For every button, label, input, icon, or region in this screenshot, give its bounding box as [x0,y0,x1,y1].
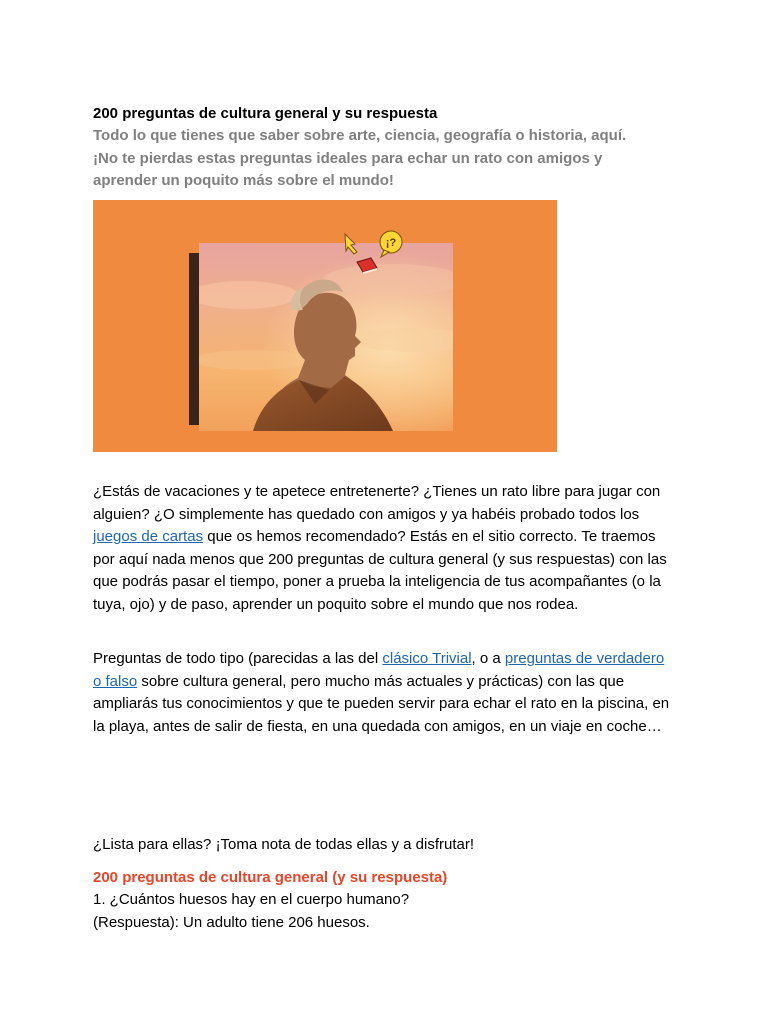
hero-illustration [93,200,557,452]
intro-line-2: ¡No te pierdas estas preguntas ideales para echar un rato con amigos y [93,149,603,167]
paragraph-2 [93,648,673,738]
question-text: 1. ¿Cuántos huesos hay en el cuerpo humano? [93,891,410,908]
paragraph-2-text-b: , o a [471,650,505,667]
paragraph-1-text-b: que os hemos recomendado? Estás en el sitio correcto. Te traemos por aquí nada menos que 200 preguntas de cultura general (y sus respuestas) con las que podrás pasar el tiempo, poner a prueba la inteligencia de tus acompañantes (o la tuya, ojo) y de paso, aprender un poquito sobre el mundo que nos rodea. [93,528,667,613]
intro-line-3: aprender un poquito más sobre el mundo! [93,172,394,189]
answer-text: (Respuesta): Un adulto tiene 206 huesos. [93,913,370,931]
paragraph-2-text-c: sobre cultura general, pero mucho más actuales y prácticas) con las que ampliarás tus conocimientos y que te pueden servir para echar el rato en la piscina, en la playa, antes de salir de fiesta, en una quedada con amigos, en un viaje en coche… [93,672,670,735]
speech-bubble-text: ¡? [385,237,397,249]
article-intro [93,125,653,193]
paragraph-2-text-a: Preguntas de todo tipo (parecidas a las del [93,650,383,667]
paragraph-3: ¿Lista para ellas? ¡Toma nota de todas ellas y a disfrutar! [93,836,475,853]
intro-line-1: Todo lo que tienes que saber sobre arte, ciencia, geografía o historia, aquí. [93,127,627,144]
section-heading: 200 preguntas de cultura general (y su respuesta) [93,869,448,886]
article-title: 200 preguntas de cultura general y su respuesta [93,105,438,122]
question-item [93,889,673,934]
hero-image [93,200,557,452]
link-juegos-de-cartas[interactable]: juegos de cartas [93,528,204,545]
paragraph-1 [93,481,673,616]
link-verdadero-o-falso[interactable]: preguntas de verdadero o falso [93,650,665,690]
photo [188,243,473,431]
link-clasico-trivial[interactable]: clásico Trivial [382,650,472,667]
paragraph-1-text-a: ¿Estás de vacaciones y te apetece entretenerte? ¿Tienes un rato libre para jugar con alguien? ¿O simplemente has quedado con amigos y ya habéis probado todos los [93,483,661,523]
